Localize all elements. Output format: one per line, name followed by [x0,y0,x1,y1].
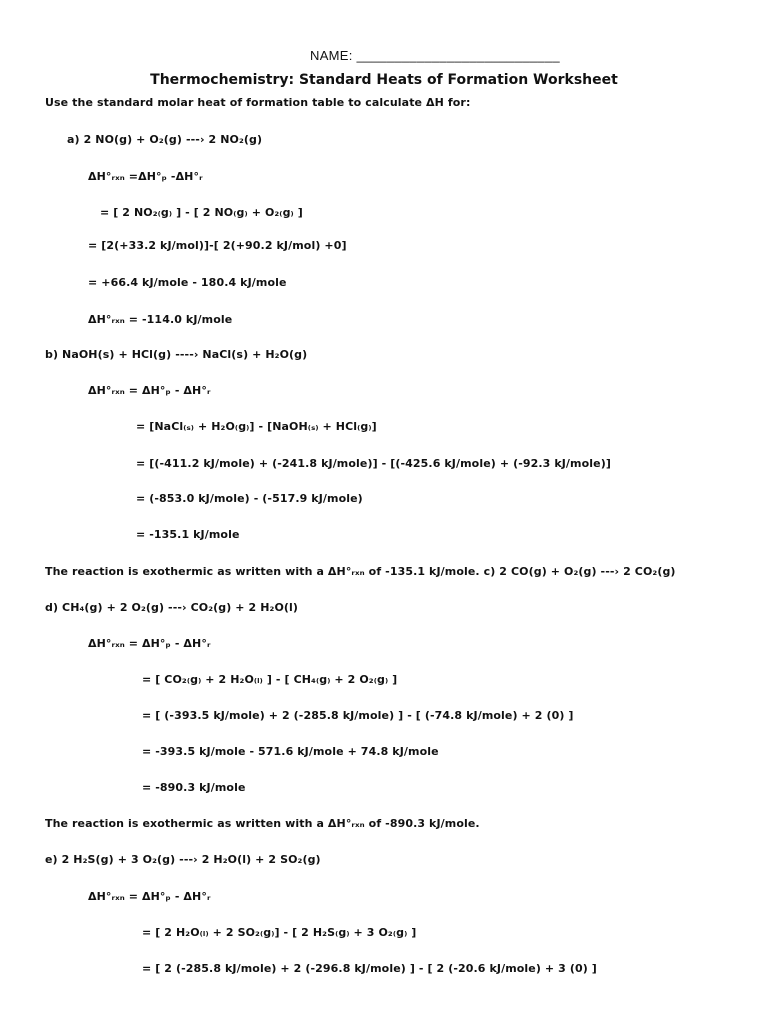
problem-d-step1: ΔH°ᵣₓₙ = ΔH°ₚ - ΔH°ᵣ [88,637,211,650]
problem-e-step2: = [ 2 H₂O₍ₗ₎ + 2 SO₂₍g₎] - [ 2 H₂S₍g₎ + 3 O₂₍g₎ ] [142,926,417,939]
problem-b-question: b) NaOH(s) + HCl(g) ----› NaCl(s) + H₂O(g) [45,348,308,361]
problem-b-step3: = [(-411.2 kJ/mole) + (-241.8 kJ/mole)] - [(-425.6 kJ/mole) + (-92.3 kJ/mole)] [136,457,611,470]
problem-a-step4: = +66.4 kJ/mole - 180.4 kJ/mole [88,276,287,289]
problem-b-step1: ΔH°ᵣₓₙ = ΔH°ₚ - ΔH°ᵣ [88,384,211,397]
title-subtitle: : Standard Heats of Formation Worksheet [288,72,618,88]
problem-b-step5: = -135.1 kJ/mole [136,528,240,541]
problem-b-conclusion: The reaction is exothermic as written with a ΔH°ᵣₓₙ of -135.1 kJ/mole. c) 2 CO(g) + O₂(g) ---› 2 CO₂(g) [45,565,676,578]
problem-d-step4: = -393.5 kJ/mole - 571.6 kJ/mole + 74.8 kJ/mole [142,745,439,758]
problem-a-step2: = [ 2 NO₂₍g₎ ] - [ 2 NO₍g₎ + O₂₍g₎ ] [100,206,303,219]
problem-a-step5: ΔH°ᵣₓₙ = -114.0 kJ/mole [88,313,233,326]
problem-b-step2: = [NaCl₍ₛ₎ + H₂O₍g₎] - [NaOH₍ₛ₎ + HCl₍g₎] [136,420,377,433]
problem-a-step1: ΔH°ᵣₓₙ =ΔH°ₚ -ΔH°ᵣ [88,170,203,183]
worksheet-title [0,72,768,88]
problem-d-step2: = [ CO₂₍g₎ + 2 H₂O₍ₗ₎ ] - [ CH₄₍g₎ + 2 O₂₍g₎ ] [142,673,398,686]
title-topic: Thermochemistry [150,72,289,88]
name-field-label: NAME: ___________________________ [310,48,560,63]
problem-d-question: d) CH₄(g) + 2 O₂(g) ---› CO₂(g) + 2 H₂O(l) [45,601,299,614]
problem-e-question: e) 2 H₂S(g) + 3 O₂(g) ---› 2 H₂O(l) + 2 SO₂(g) [45,853,321,866]
problem-d-conclusion: The reaction is exothermic as written with a ΔH°ᵣₓₙ of -890.3 kJ/mole. [45,817,480,830]
problem-a-question: a) 2 NO(g) + O₂(g) ---› 2 NO₂(g) [67,133,263,146]
problem-d-step3: = [ (-393.5 kJ/mole) + 2 (-285.8 kJ/mole) ] - [ (-74.8 kJ/mole) + 2 (0) ] [142,709,574,722]
problem-d-step5: = -890.3 kJ/mole [142,781,246,794]
problem-b-step4: = (-853.0 kJ/mole) - (-517.9 kJ/mole) [136,492,363,505]
problem-e-step3: = [ 2 (-285.8 kJ/mole) + 2 (-296.8 kJ/mole) ] - [ 2 (-20.6 kJ/mole) + 3 (0) ] [142,962,597,975]
instructions: Use the standard molar heat of formation table to calculate ΔH for: [45,96,471,109]
problem-e-step1: ΔH°ᵣₓₙ = ΔH°ₚ - ΔH°ᵣ [88,890,211,903]
problem-a-step3: = [2(+33.2 kJ/mol)]-[ 2(+90.2 kJ/mol) +0] [88,239,347,252]
